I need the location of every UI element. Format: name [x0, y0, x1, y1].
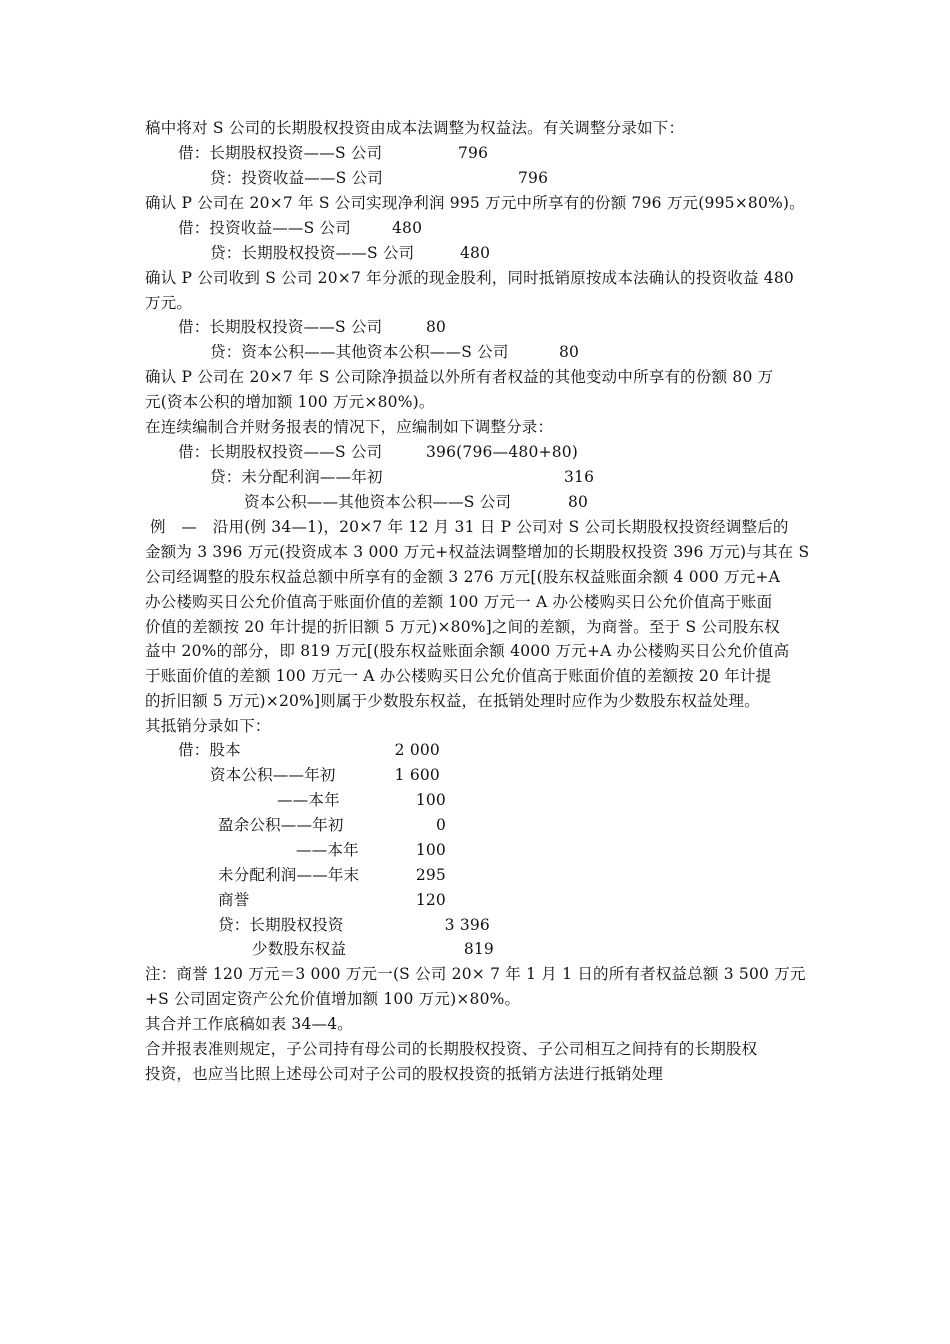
journal-credit-amount: 796 — [518, 169, 549, 187]
paragraph-text: 例 — 沿用(例 34—1)，20×7 年 12 月 31 日 P 公司对 S 公司长期股权投资经调整后的 — [150, 518, 789, 536]
journal-debit-line: 未分配利润——年末 — [218, 866, 360, 884]
journal-debit-amount: 100 — [415, 791, 446, 809]
journal-debit-line: 盈余公积——年初 — [218, 816, 344, 834]
journal-debit-amount: 396(796—480+80) — [426, 443, 579, 461]
paragraph-text: 价值的差额按 20 年计提的折旧额 5 万元)×80%]之间的差额，为商誉。至于 S 公司股东权 — [145, 618, 780, 636]
journal-debit-amount: 295 — [415, 866, 446, 884]
journal-credit-amount: 3 396 — [444, 916, 490, 934]
journal-credit-amount: 80 — [559, 343, 580, 361]
journal-credit-amount: 316 — [564, 468, 595, 486]
paragraph-text: 其抵销分录如下： — [145, 717, 271, 735]
journal-credit-line: 少数股东权益 — [252, 940, 347, 958]
journal-credit-line: 贷：资本公积——其他资本公积——S 公司 — [210, 343, 509, 361]
journal-credit-amount: 80 — [568, 493, 589, 511]
paragraph-text: 金额为 3 396 万元(投资成本 3 000 万元+权益法调整增加的长期股权投资 396 万元)与其在 S — [145, 543, 810, 561]
journal-debit-line: 借：投资收益——S 公司 — [178, 219, 351, 237]
note-text: 注：商誉 120 万元＝3 000 万元一(S 公司 20× 7 年 1 月 1 日的所有者权益总额 3 500 万元 — [145, 965, 806, 983]
paragraph-text: 其合并工作底稿如表 34—4。 — [145, 1015, 354, 1033]
paragraph-text: 元(资本公积的增加额 100 万元×80%)。 — [145, 393, 435, 411]
journal-debit-line: ——本年 — [296, 841, 359, 859]
paragraph-text: 合并报表准则规定，子公司持有母公司的长期股权投资、子公司相互之间持有的长期股权 — [145, 1040, 758, 1058]
paragraph-text: 办公楼购买日公允价值高于账面价值的差额 100 万元一 A 办公楼购买日公允价值高于账面 — [145, 593, 773, 611]
journal-debit-line: 借：长期股权投资——S 公司 — [178, 443, 383, 461]
journal-debit-amount: 80 — [426, 318, 447, 336]
journal-credit-line: 贷：未分配利润——年初 — [210, 468, 383, 486]
journal-debit-line: 借：长期股权投资——S 公司 — [178, 144, 383, 162]
paragraph-text: 在连续编制合并财务报表的情况下，应编制如下调整分录： — [145, 418, 554, 436]
journal-credit-line: 贷：长期股权投资 — [218, 916, 344, 934]
paragraph-text: 稿中将对 S 公司的长期股权投资由成本法调整为权益法。有关调整分录如下： — [145, 119, 685, 137]
paragraph-text: 于账面价值的差额 100 万元一 A 办公楼购买日公允价值高于账面价值的差额按 20 年计提 — [145, 667, 772, 685]
journal-debit-amount: 480 — [392, 219, 423, 237]
journal-debit-line: 资本公积——年初 — [210, 766, 336, 784]
paragraph-text: 公司经调整的股东权益总额中所享有的金额 3 276 万元[(股东权益账面余额 4 000 万元+A — [145, 568, 781, 586]
paragraph-text: 益中 20%的部分，即 819 万元[(股东权益账面余额 4000 万元+A 办公楼购买日公允价值高 — [145, 642, 790, 660]
journal-debit-amount: 796 — [458, 144, 489, 162]
note-text: +S 公司固定资产公允价值增加额 100 万元)×80%。 — [145, 990, 521, 1008]
paragraph-text: 投资，也应当比照上述母公司对子公司的股权投资的抵销方法进行抵销处理 — [145, 1065, 664, 1083]
journal-credit-line: 贷：长期股权投资——S 公司 — [210, 244, 415, 262]
journal-debit-amount: 120 — [415, 891, 446, 909]
paragraph-text: 万元。 — [145, 294, 193, 312]
journal-debit-line: 商誉 — [218, 891, 250, 909]
journal-debit-amount: 1 600 — [394, 766, 440, 784]
paragraph-text: 确认 P 公司在 20×7 年 S 公司除净损益以外所有者权益的其他变动中所享有的份额 80 万 — [145, 368, 774, 386]
journal-debit-line: 借：股本 — [178, 741, 241, 759]
journal-debit-amount: 100 — [415, 841, 446, 859]
journal-debit-amount: 0 — [435, 816, 446, 834]
journal-debit-amount: 2 000 — [394, 741, 440, 759]
paragraph-text: 确认 P 公司在 20×7 年 S 公司实现净利润 995 万元中所享有的份额 796 万元(995×80%)。 — [145, 194, 805, 212]
journal-debit-line: 借：长期股权投资——S 公司 — [178, 318, 383, 336]
paragraph-text: 确认 P 公司收到 S 公司 20×7 年分派的现金股利，同时抵销原按成本法确认的投资收益 480 — [145, 269, 794, 287]
journal-credit-line: 贷：投资收益——S 公司 — [210, 169, 383, 187]
journal-credit-line: 资本公积——其他资本公积——S 公司 — [244, 493, 512, 511]
journal-credit-amount: 819 — [463, 940, 494, 958]
paragraph-text: 的折旧额 5 万元)×20%]则属于少数股东权益，在抵销处理时应作为少数股东权益处理。 — [145, 692, 760, 710]
journal-credit-amount: 480 — [460, 244, 491, 262]
journal-debit-line: ——本年 — [277, 791, 340, 809]
